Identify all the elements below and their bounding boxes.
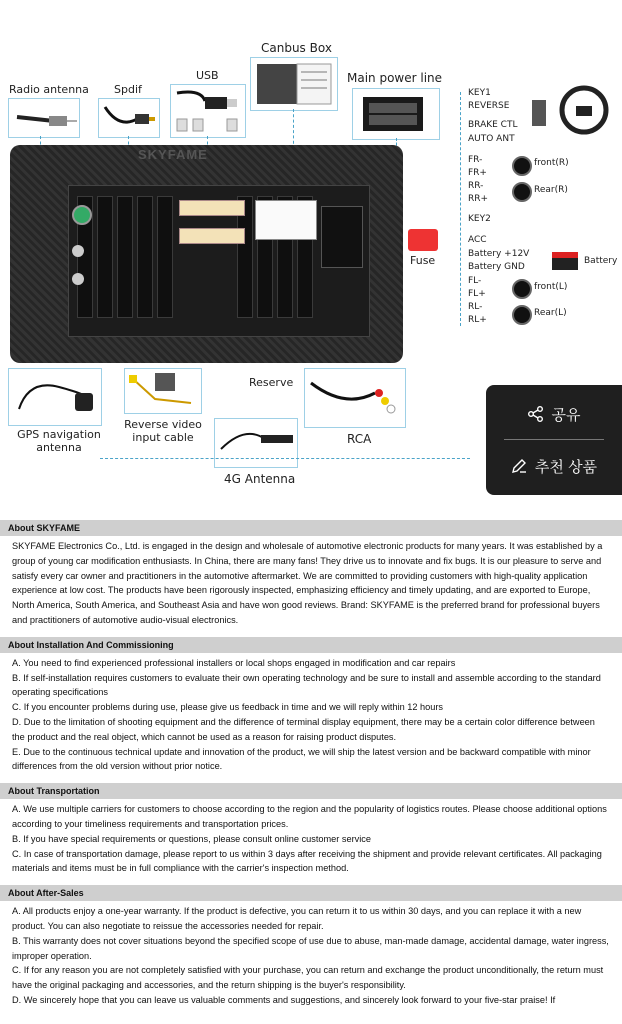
canbus-label: Canbus Box	[261, 41, 332, 55]
usb-image	[170, 84, 246, 138]
power-port	[321, 206, 363, 268]
signal-fl-minus: FL-	[468, 276, 482, 286]
antenna-4g-label: 4G Antenna	[224, 472, 296, 486]
paragraph: A. You need to find experienced professional installers or local shops engaged in modification and car repairs	[12, 657, 456, 668]
section-body	[0, 802, 622, 876]
overlay-divider	[504, 439, 604, 440]
canbus-box-icon	[251, 58, 337, 110]
product-info-text	[0, 520, 622, 1017]
spdif-image	[98, 98, 160, 138]
battery-label: Battery	[584, 256, 618, 266]
rca-image	[304, 368, 406, 428]
main-power-image	[352, 88, 440, 140]
wiring-bus-line	[460, 92, 461, 326]
signal-reverse: REVERSE	[468, 101, 510, 111]
connector-line	[293, 109, 294, 149]
paragraph: SKYFAME Electronics Co., Ltd. is engaged in the design and wholesale of automotive electronic products for many years. It was established by a group of young car modification enthusiasts. In China, there are many fans! They drive us to innovate and fix bugs. It is our pleasure to serve and satisfy every car owner and practitioners in the automotive aftermarket. We are committed to providing customers with high-quality application experience at low cost. The products have been rigorously inspected, emphasizing efficiency and timely updating, and are exported to Europe, North America, South America, and Southeast Asia and have won good reviews. Brand: SKYFAME is the preferred brand for professional buyers and practitioners of automotive audio-visual electronics.	[12, 541, 603, 625]
reserve-label: Reserve	[249, 376, 294, 389]
steering-wheel-icon	[528, 84, 612, 140]
gps-antenna-image	[8, 368, 102, 426]
head-unit-image	[10, 145, 403, 363]
usb-cable-icon	[171, 85, 245, 137]
usb-label: USB	[196, 69, 219, 82]
paragraph: A. We use multiple carriers for customers to choose according to the region and the popularity of logistics routes. Please choose additional options according to your timeliness requirements and transportation prices.	[12, 804, 607, 829]
model-sticker	[255, 200, 317, 240]
connector-line	[100, 458, 470, 459]
antenna-4g-icon	[215, 419, 297, 467]
front-r-label: front(R)	[534, 158, 569, 168]
share-label: 공유	[551, 406, 581, 424]
gps-label: GPS navigation antenna	[17, 428, 101, 454]
antenna-port-icon	[72, 273, 84, 285]
floating-action-panel	[486, 385, 622, 495]
paragraph: E. Due to the continuous technical update and innovation of the product, we will ship the latest version and be backward compatible with minor differences from the old version without prior notice.	[12, 746, 591, 772]
section-heading: About Installation And Commissioning	[0, 637, 622, 653]
paragraph: D. We sincerely hope that you can leave us valuable comments and suggestions, and sincerely look forward to your five-star praise! If	[12, 994, 556, 1005]
section-heading: About SKYFAME	[0, 520, 622, 536]
front-l-label: front(L)	[534, 282, 568, 292]
signal-rr-plus: RR+	[468, 194, 489, 204]
paragraph: A. All products enjoy a one-year warranty. If the product is defective, you can return it to us within 30 days, and you can replace it with a new product. You can also negotiate to reissue the accessories needed for repair.	[12, 906, 582, 931]
paragraph: C. If you encounter problems during use, please give us feedback in time and we will reply within 12 hours	[12, 702, 444, 713]
canbus-image	[250, 57, 338, 111]
recommend-button[interactable]	[486, 443, 622, 489]
rear-l-label: Rear(L)	[534, 308, 567, 318]
battery-icon	[550, 246, 580, 272]
section-transportation	[0, 783, 622, 876]
antenna-4g-image	[214, 418, 298, 468]
paragraph: B. This warranty does not cover situations beyond the specified scope of use due to abuse, man-made damage, accidental damage, water ingress, improper operation.	[12, 935, 609, 961]
speaker-icon	[512, 182, 532, 202]
signal-auto-ant: AUTO ANT	[468, 134, 515, 144]
rear-r-label: Rear(R)	[534, 185, 568, 195]
recommend-label: 추천 상품	[534, 458, 598, 476]
rca-cable-icon	[305, 369, 405, 427]
section-installation	[0, 637, 622, 774]
paragraph: C. If for any reason you are not completely satisfied with your purchase, you can return and exchange the product unconditionally, the return must have the original packaging and accessories, and the return shipping is the buyer's responsibility.	[12, 965, 604, 991]
signal-rl-plus: RL+	[468, 315, 487, 325]
section-after-sales	[0, 885, 622, 1008]
heatsink-fin	[137, 196, 153, 318]
speaker-icon	[512, 156, 532, 176]
signal-key2: KEY2	[468, 214, 491, 224]
section-body	[0, 904, 622, 1008]
signal-fr-minus: FR-	[468, 155, 483, 165]
signal-acc: ACC	[468, 235, 487, 245]
power-connector-icon	[353, 89, 439, 139]
usb-port-connector	[179, 200, 245, 216]
signal-battery-12v: Battery +12V	[468, 249, 530, 259]
brand-watermark: SKYFAME	[138, 147, 208, 162]
rca-label: RCA	[347, 432, 372, 446]
section-heading: About Transportation	[0, 783, 622, 799]
antenna-port-icon	[72, 245, 84, 257]
section-about	[0, 520, 622, 628]
gps-port-icon	[72, 205, 92, 225]
heatsink-fin	[117, 196, 133, 318]
signal-rr-minus: RR-	[468, 181, 484, 191]
signal-fl-plus: FL+	[468, 289, 486, 299]
gps-antenna-icon	[9, 369, 101, 425]
reverse-video-label: Reverse video input cable	[124, 418, 202, 444]
paragraph: C. In case of transportation damage, please report to us within 3 days after receiving the shipment and provide relevant certificates. All packaging materials and items must be in full compliance with the carrier's inspection method.	[12, 848, 602, 874]
spdif-cable-icon	[99, 99, 159, 137]
signal-brake-ctl: BRAKE CTL	[468, 120, 518, 130]
main-power-label: Main power line	[347, 71, 443, 85]
signal-fr-plus: FR+	[468, 168, 487, 178]
speaker-icon	[512, 279, 532, 299]
paragraph: D. Due to the limitation of shooting equipment and the difference of terminal display equipment, there may be a certain color difference between the product and the real object, which cannot be used as a reason for raising product disputes.	[12, 716, 595, 742]
reverse-camera-cable-icon	[125, 369, 201, 413]
head-unit-back-panel	[68, 185, 370, 337]
heatsink-fin	[157, 196, 173, 318]
fuse-icon	[408, 229, 438, 251]
heatsink-fin	[97, 196, 113, 318]
paragraph: B. If you have special requirements or questions, please consult online customer service	[12, 833, 372, 844]
signal-battery-gnd: Battery GND	[468, 262, 525, 272]
edit-pencil-icon	[511, 458, 527, 474]
section-body	[0, 656, 622, 774]
signal-key1: KEY1	[468, 88, 491, 98]
radio-antenna-label: Radio antenna	[9, 83, 89, 96]
fuse-label: Fuse	[410, 254, 436, 267]
signal-rl-minus: RL-	[468, 302, 483, 312]
section-heading: About After-Sales	[0, 885, 622, 901]
paragraph: B. If self-installation requires customers to evaluate their own operating technology and be sure to install and assemble according to the standard operating specifications	[12, 672, 601, 698]
speaker-icon	[512, 305, 532, 325]
radio-antenna-icon	[9, 99, 79, 137]
aux-port-connector	[179, 228, 245, 244]
share-icon	[528, 406, 544, 422]
reverse-video-image	[124, 368, 202, 414]
share-button[interactable]	[486, 391, 622, 437]
section-body	[0, 539, 622, 628]
radio-antenna-image	[8, 98, 80, 138]
spdif-label: Spdif	[114, 83, 142, 96]
